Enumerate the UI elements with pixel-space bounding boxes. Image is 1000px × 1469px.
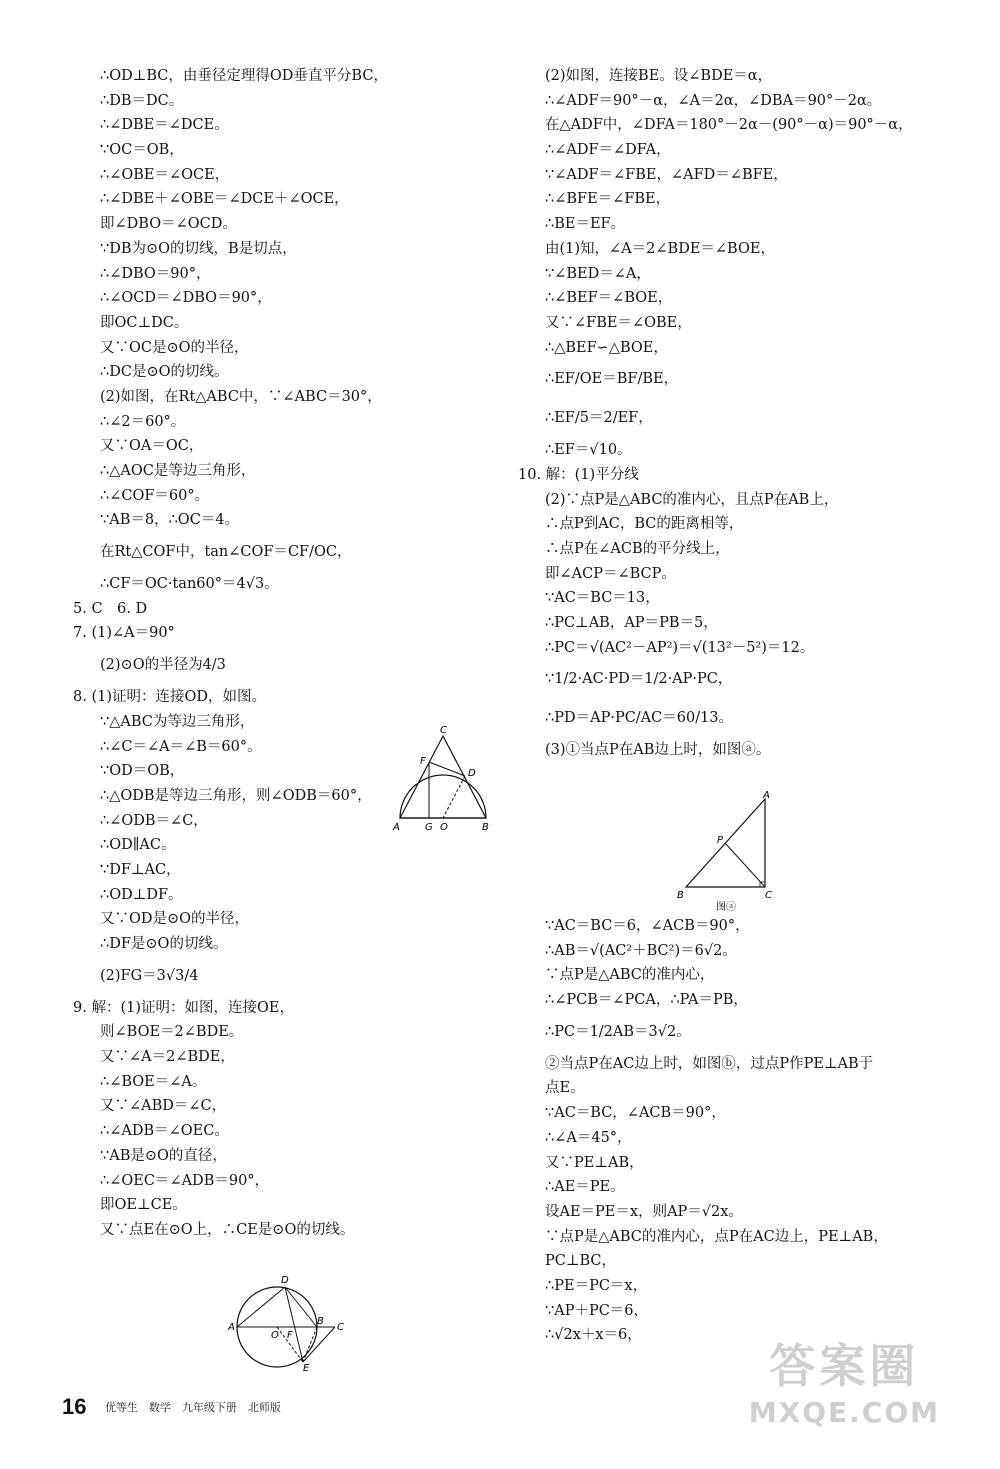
fig8-label-g: G — [425, 822, 433, 833]
text-line: ∴OD⊥BC，由垂径定理得OD垂直平分BC， — [100, 68, 388, 84]
text-line: ∵∠ADF＝∠FBE，∠AFD＝∠BFE， — [545, 166, 788, 183]
text-line: ∵AB是⊙O的直径， — [100, 1147, 227, 1164]
text-line: ∵点P是△ABC的准内心， — [545, 967, 715, 984]
text-line: (2)如图，在Rt△ABC中，∵∠ABC＝30°， — [100, 388, 382, 405]
answer-line-10: 10. 解：(1)平分线 — [518, 466, 639, 483]
text-line: ∴OD⊥DF。 — [100, 886, 183, 903]
answer-line-9: 9. 解：(1)证明：如图，连接OE， — [73, 999, 294, 1016]
text-line: 即OC⊥DC。 — [100, 314, 189, 331]
text-line: ∴∠2＝60°。 — [100, 413, 186, 430]
right-column — [518, 64, 915, 763]
text-line: ∵OD＝OB， — [100, 763, 185, 780]
fig8-label-f: F — [420, 756, 426, 767]
fig8-label-a: A — [393, 822, 400, 833]
text-line: ∴CF＝OC·tan60°＝4√3。 — [100, 576, 279, 593]
text-line: ∴√2x＋x＝6， — [545, 1327, 642, 1344]
text-line: ∴EF/OE＝BF/BE， — [545, 371, 679, 388]
text-line: ∴∠OCD＝∠DBO＝90°， — [100, 290, 272, 307]
text-line: ∴∠PCB＝∠PCA，∴PA＝PB， — [545, 992, 748, 1009]
text-line: ∵AC＝BC＝6，∠ACB＝90°， — [545, 918, 750, 934]
text-line: ∴∠A＝45°， — [545, 1129, 632, 1146]
text-line: ∴∠BFE＝∠FBE， — [545, 191, 671, 208]
fig9-label-a: A — [228, 1322, 235, 1333]
text-line: ∴∠OBE＝∠OCE， — [100, 166, 230, 183]
text-line: 又∵OA＝OC， — [100, 438, 204, 455]
figa-label-p: P — [717, 835, 724, 846]
watermark-url: MXQE.COM — [748, 1396, 940, 1429]
fig8-label-o: O — [440, 822, 448, 833]
text-line: 又∵OD是⊙O的半径， — [100, 911, 250, 928]
fig9-label-f: F — [287, 1330, 293, 1341]
text-line: ∵△ABC为等边三角形， — [100, 713, 255, 730]
text-line: (2)FG＝3√3/4 — [100, 967, 199, 984]
text-line: PC⊥BC， — [545, 1253, 617, 1270]
text-line: ∴点P在∠ACB的平分线上， — [545, 541, 730, 557]
figa-label-a: A — [763, 790, 770, 801]
text-line: ∴∠ADF＝90°－α，∠A＝2α，∠DBA＝90°－2α。 — [545, 92, 882, 109]
text-line: 又∵点E在⊙O上，∴CE是⊙O的切线。 — [100, 1221, 355, 1238]
text-line: ∴EF/5＝2/EF， — [545, 410, 653, 427]
text-line: ∴OD∥AC。 — [100, 837, 176, 854]
text-line: 又∵∠ABD＝∠C， — [100, 1098, 227, 1115]
text-line: ∴∠BEF＝∠BOE， — [545, 290, 673, 307]
text-line: ∵DF⊥AC， — [100, 861, 181, 878]
text-line: ∴PC＝√(AC²－AP²)＝√(13²－5²)＝12。 — [545, 639, 815, 656]
page-number: 16 — [62, 1394, 87, 1419]
text-line: ∵AC＝BC＝13， — [545, 590, 660, 607]
fig8-label-c: C — [440, 725, 447, 736]
text-line: ∴DB＝DC。 — [100, 92, 184, 109]
text-line: ∵AB＝8，∴OC＝4。 — [100, 512, 240, 529]
fig8-label-d: D — [468, 768, 476, 779]
text-line: (3)①当点P在AB边上时，如图ⓐ。 — [545, 742, 771, 759]
text-line: 在Rt△COF中，tan∠COF＝CF/OC， — [100, 544, 352, 561]
text-line: ∵AC＝BC，∠ACB＝90°， — [545, 1105, 726, 1122]
text-line: ∴AB＝√(AC²＋BC²)＝6√2。 — [545, 942, 737, 959]
text-line: ∵DB为⊙O的切线，B是切点， — [100, 240, 297, 257]
text-line: ∵AP＋PC＝6， — [545, 1302, 649, 1319]
text-line: ∴PC＝1/2AB＝3√2。 — [545, 1023, 691, 1040]
fig8-label-b: B — [482, 822, 489, 833]
watermark — [749, 1330, 940, 1429]
answer-line-8: 8. (1)证明：连接OD，如图。 — [73, 689, 266, 706]
watermark-text: 答案圈 — [769, 1339, 920, 1393]
answer-line-7: 7. (1)∠A＝90° — [73, 625, 175, 642]
text-line: 即∠ACP＝∠BCP。 — [545, 565, 676, 582]
figure-problem-9 — [225, 1272, 350, 1372]
text-line: 点E。 — [545, 1080, 585, 1097]
text-line: ∵1/2·AC·PD＝1/2·AP·PC， — [545, 671, 733, 688]
text-line: ∴∠DBE＋∠OBE＝∠DCE＋∠OCE， — [100, 191, 349, 208]
text-line: ∴DC是⊙O的切线。 — [100, 364, 229, 381]
text-line: ∴BE＝EF。 — [545, 216, 626, 233]
text-line: ∴点P到AC，BC的距离相等， — [545, 516, 744, 533]
text-line: 又∵OC是⊙O的半径， — [100, 339, 249, 356]
text-line: 设AE＝PE＝x，则AP＝√2x。 — [545, 1203, 743, 1220]
text-line: ∴PC⊥AB，AP＝PB＝5， — [545, 615, 718, 632]
fig9-label-d: D — [281, 1275, 289, 1286]
page-footer — [62, 1394, 281, 1420]
text-line: ∴∠ADF＝∠DFA， — [545, 142, 671, 159]
figa-label-c: C — [765, 890, 772, 901]
text-line: (2)∵点P是△ABC的准内心，且点P在AB上， — [545, 491, 839, 508]
figa-caption: 图ⓐ — [716, 902, 736, 912]
text-line: 则∠BOE＝2∠BDE。 — [100, 1024, 244, 1041]
text-line: ∴△BEF∽△BOE， — [545, 339, 668, 356]
figure-problem-8 — [390, 722, 500, 834]
text-line: ∴△AOC是等边三角形， — [100, 463, 256, 479]
text-line: ∴∠BOE＝∠A。 — [100, 1073, 207, 1090]
text-line: ∴PE＝PC＝x， — [545, 1277, 648, 1294]
text-line: ∴AE＝PE。 — [545, 1179, 625, 1196]
left-column — [73, 64, 510, 1243]
text-line: 即∠DBO＝∠OCD。 — [100, 216, 237, 233]
text-line: ∴∠OEC＝∠ADB＝90°， — [100, 1172, 270, 1189]
text-line: ∴DF是⊙O的切线。 — [100, 936, 228, 952]
text-line: 在△ADF中，∠DFA＝180°－2α－(90°－α)＝90°－α， — [545, 117, 913, 134]
text-line: ∴∠DBE＝∠DCE。 — [100, 117, 229, 134]
text-line: 由(1)知，∠A＝2∠BDE＝∠BOE， — [545, 240, 775, 257]
text-line: 又∵∠FBE＝∠OBE， — [545, 314, 692, 331]
text-line: ∴∠COF＝60°。 — [100, 487, 210, 504]
text-line: (2)⊙O的半径为4/3 — [100, 657, 226, 674]
text-line: 又∵∠A＝2∠BDE， — [100, 1049, 235, 1066]
text-line: ∴△ODB是等边三角形，则∠ODB＝60°， — [100, 787, 372, 804]
right-column-lower — [545, 914, 915, 1348]
footer-text: 优等生 数学 九年级下册 北师版 — [104, 1402, 281, 1414]
fig9-label-c: C — [337, 1322, 344, 1333]
text-line: 又∵PE⊥AB， — [545, 1154, 644, 1171]
text-line: ∴∠DBO＝90°， — [100, 265, 211, 282]
answer-line-5-6: 5. C 6. D — [73, 600, 148, 617]
text-line: ∵∠BED＝∠A， — [545, 265, 651, 282]
fig9-label-b: B — [317, 1316, 324, 1327]
fig9-label-o: O — [271, 1330, 279, 1341]
text-line: ∴∠ODB＝∠C， — [100, 812, 208, 829]
fig9-label-e: E — [303, 1363, 310, 1372]
figa-label-b: B — [677, 890, 684, 901]
text-line: ∴∠ADB＝∠OEC。 — [100, 1123, 229, 1140]
text-line: 即OE⊥CE。 — [100, 1197, 187, 1214]
text-line: ∴∠C＝∠A＝∠B＝60°。 — [100, 738, 262, 755]
text-line: ∵OC＝OB， — [100, 142, 184, 159]
figure-a — [672, 790, 784, 912]
text-line: ∵点P是△ABC的准内心，点P在AC边上，PE⊥AB， — [545, 1228, 888, 1245]
text-line: ∴EF＝√10。 — [545, 442, 632, 459]
text-line: ②当点P在AC边上时，如图ⓑ，过点P作PE⊥AB于 — [545, 1055, 874, 1072]
text-line: (2)如图，连接BE。设∠BDE＝α， — [545, 68, 773, 84]
text-line: ∴PD＝AP·PC/AC＝60/13。 — [545, 710, 734, 727]
